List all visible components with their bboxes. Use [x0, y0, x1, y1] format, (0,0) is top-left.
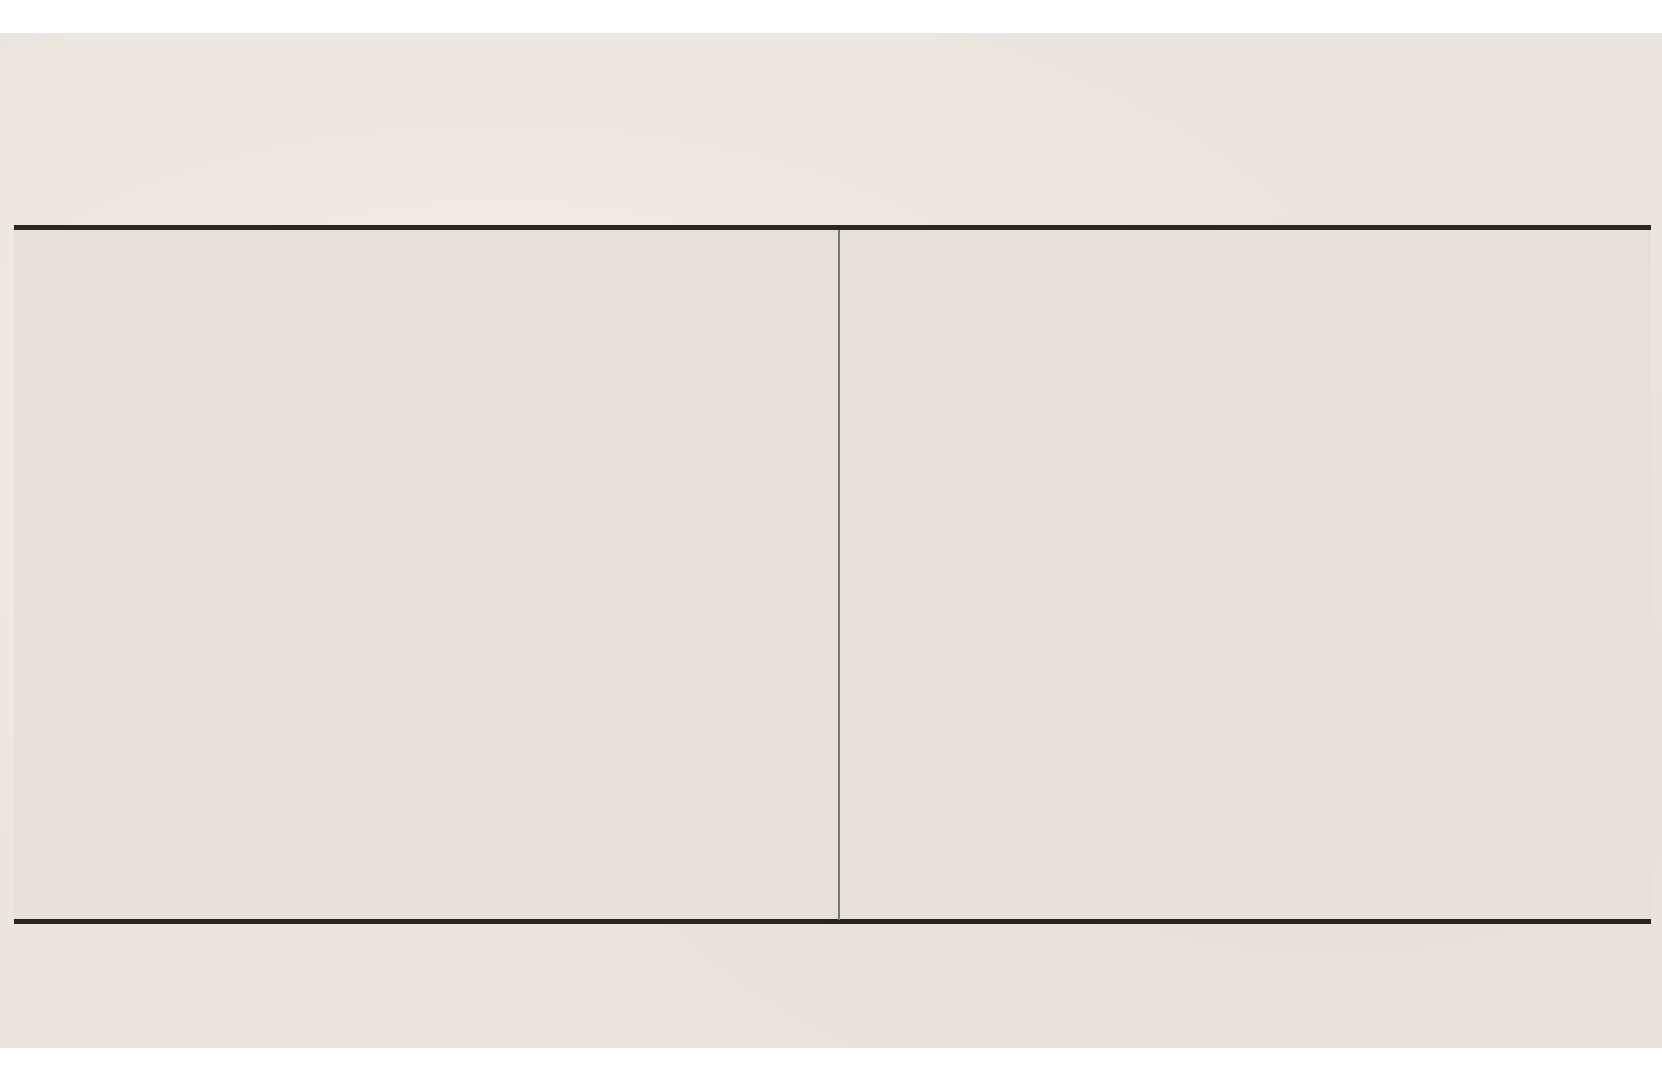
bottom-border-line: [14, 919, 1651, 924]
center-fold-line: [838, 230, 840, 920]
top-border-line: [14, 225, 1651, 230]
text-block: [14, 228, 1651, 924]
